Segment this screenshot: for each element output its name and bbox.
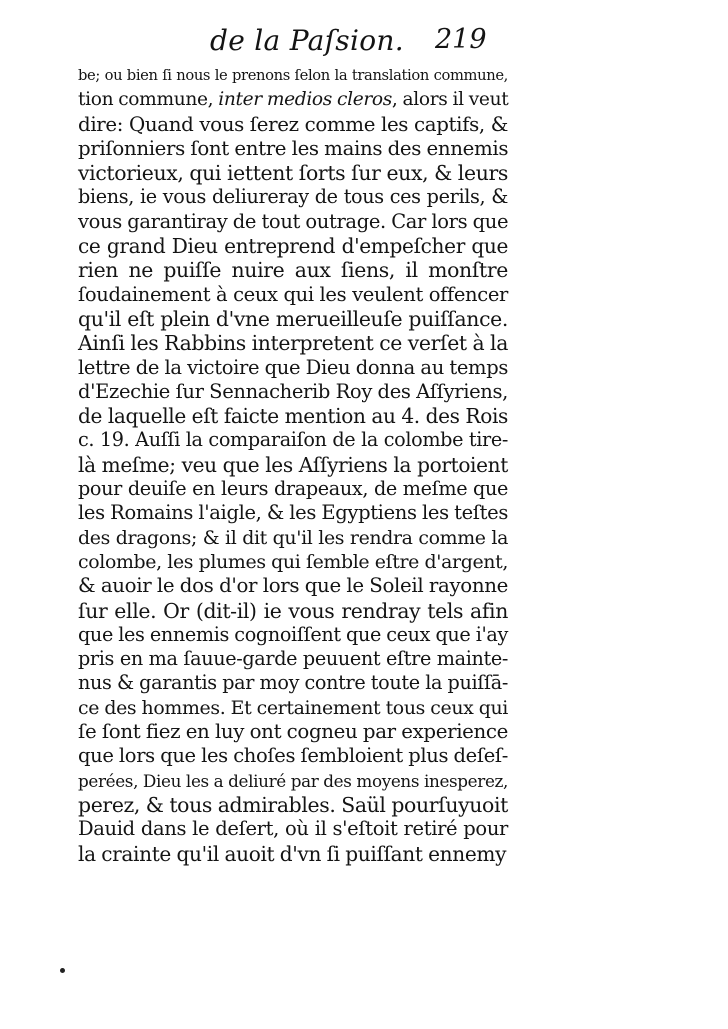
text-line: ſur elle. Or (dit-il) ie vous rendray tels afin xyxy=(78,598,508,623)
text-line: biens, ie vous deliureray de tous ces perils, & xyxy=(78,185,508,209)
text-line: be; ou bien ſi nous le prenons ſelon la translation commune, xyxy=(78,67,508,84)
text-line: pour deuiſe en leurs drapeaux, de meſme que xyxy=(78,477,508,501)
latin-phrase: inter medios cleros xyxy=(218,89,392,111)
text-line: lettre de la victoire que Dieu donna au temps xyxy=(78,355,508,379)
text-line: la crainte qu'il auoit d'vn ſi puiſſant ennemy xyxy=(78,841,507,866)
text-line: des dragons; & il dit qu'il les rendra comme la xyxy=(78,526,508,549)
text-line: perez, & tous admirables. Saül pourſuyuoit xyxy=(78,792,508,817)
text-line: que lors que les choſes ſembloient plus deſeſ- xyxy=(78,744,508,768)
text-line: perées, Dieu les a deliuré par des moyens inesperez, xyxy=(78,770,508,791)
text-line: ce des hommes. Et certainement tous ceux qui xyxy=(78,696,508,719)
text-line: d'Ezechie ſur Sennacherib Roy des Aſſyriens, xyxy=(78,379,508,403)
text-line: les Romains l'aigle, & les Egyptiens les teſtes xyxy=(78,501,508,525)
text-line: vous garantiray de tout outrage. Car lors que xyxy=(78,209,509,233)
page-number: 219 xyxy=(435,24,487,55)
text-line: Dauid dans le deſert, où il s'eſtoit retiré pour xyxy=(78,817,508,841)
text-line xyxy=(78,88,508,112)
text-line: rien ne puiſſe nuire aux ſiens, il monſtre xyxy=(78,258,508,283)
line-segment: , alors il veut xyxy=(391,89,509,111)
text-line: & auoir le dos d'or lors que le Soleil rayonne xyxy=(78,574,508,598)
text-body xyxy=(78,64,508,866)
text-line: victorieux, qui iettent ſorts ſur eux, & leurs xyxy=(78,161,508,186)
text-line: nus & garantis par moy contre toute la puiſſā- xyxy=(78,671,508,695)
text-line: colombe, les plumes qui ſemble eſtre d'argent, xyxy=(78,550,508,573)
text-line: ſoudainement à ceux qui les veulent offencer xyxy=(78,282,508,306)
line-segment: tion commune, xyxy=(78,89,219,111)
text-line: ce grand Dieu entreprend d'empeſcher que xyxy=(78,234,508,259)
text-line: pris en ma ſauue-garde peuuent eſtre mainte- xyxy=(78,647,508,671)
text-line: qu'il eſt plein d'vne merueilleuſe puiſſance. xyxy=(78,306,508,331)
text-line: de laquelle eſt faicte mention au 4. des Rois xyxy=(78,404,508,429)
text-line: dire: Quand vous ſerez comme les captifs, & xyxy=(78,112,508,136)
ink-speck xyxy=(60,968,65,973)
text-line: c. 19. Auſſi la comparaiſon de la colombe tire- xyxy=(78,428,508,452)
text-line: là meſme; veu que les Aſſyriens la portoient xyxy=(78,452,508,477)
text-line: que les ennemis cognoiſſent que ceux que i'ay xyxy=(78,622,508,646)
text-line: ſe ſont fiez en luy ont cogneu par experience xyxy=(78,720,508,744)
text-line: priſonniers ſont entre les mains des ennemis xyxy=(78,136,509,160)
running-title: de la Paſsion. xyxy=(210,24,404,57)
text-line: Ainſi les Rabbins interpretent ce verſet à la xyxy=(78,331,508,356)
page-header xyxy=(210,24,520,64)
